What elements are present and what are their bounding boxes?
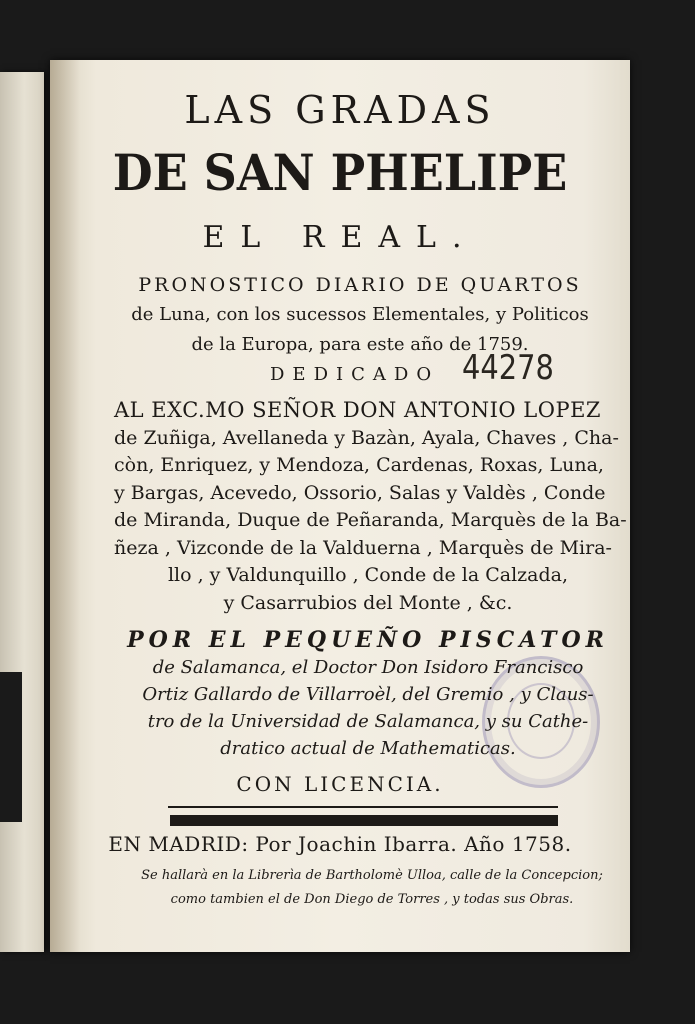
author-line: tro de la Universidad de Salamanca, y su Cathe- xyxy=(147,711,589,732)
title-page xyxy=(50,60,630,952)
author-block xyxy=(114,627,622,762)
author-line: de Salamanca, el Doctor Don Isidoro Francisco xyxy=(152,657,584,678)
author-line: Ortiz Gallardo de Villarroèl, del Gremio , y Claus- xyxy=(142,684,594,705)
sale-info xyxy=(112,864,632,912)
torn-edge xyxy=(0,672,22,822)
dedicatee-line: de Miranda, Duque de Peñaranda, Marquès de la Ba- xyxy=(114,509,627,531)
sale-info-line: como tambien el de Don Diego de Torres , y todas sus Obras. xyxy=(170,892,574,907)
title-line-3: EL REAL. xyxy=(202,220,478,255)
dedicatee-line: AL EXC.MO SEÑOR DON ANTONIO LOPEZ xyxy=(114,398,602,422)
sale-info-line: Se hallarà en la Librerìa de Bartholomè Ulloa, calle de la Concepcion; xyxy=(141,868,603,883)
dedicatee-line: y Casarrubios del Monte , &c. xyxy=(223,591,513,614)
author-line: POR EL PEQUEÑO PISCATOR xyxy=(127,627,609,653)
subtitle-line-2: de Luna, con los sucessos Elementales, y Politicos xyxy=(131,304,589,325)
divider-thick xyxy=(170,815,558,826)
subtitle xyxy=(110,270,610,360)
dedicatee-line: de Zuñiga, Avellaneda y Bazàn, Ayala, Chaves , Cha- xyxy=(114,426,619,449)
title-line-1: LAS GRADAS xyxy=(184,88,496,132)
dedicatee-line: ñeza , Vizconde de la Valduerna , Marquès de Mira- xyxy=(114,536,612,559)
dedicatee-block xyxy=(114,397,627,617)
subtitle-line-3: de la Europa, para este año de 1759. xyxy=(191,334,529,355)
license-line: CON LICENCIA. xyxy=(236,772,444,796)
divider-thin xyxy=(168,806,558,808)
dedicatee-line: llo , y Valdunquillo , Conde de la Calzada, xyxy=(167,564,569,586)
title-line-2: DE SAN PHELIPE xyxy=(112,143,568,202)
dedicatee-line: còn, Enriquez, y Mendoza, Cardenas, Roxas, Luna, xyxy=(114,454,604,476)
dedication-label: DEDICADO xyxy=(270,364,440,385)
dedicatee-line: y Bargas, Acevedo, Ossorio, Salas y Valdès , Conde xyxy=(114,481,606,504)
adjacent-page-edge xyxy=(0,72,44,952)
author-line: dratico actual de Mathematicas. xyxy=(220,738,516,759)
catalog-number: 44278 xyxy=(462,348,554,388)
imprint-line: EN MADRID: Por Joachin Ibarra. Año 1758. xyxy=(108,832,572,856)
subtitle-line-1: PRONOSTICO DIARIO DE QUARTOS xyxy=(138,274,582,296)
